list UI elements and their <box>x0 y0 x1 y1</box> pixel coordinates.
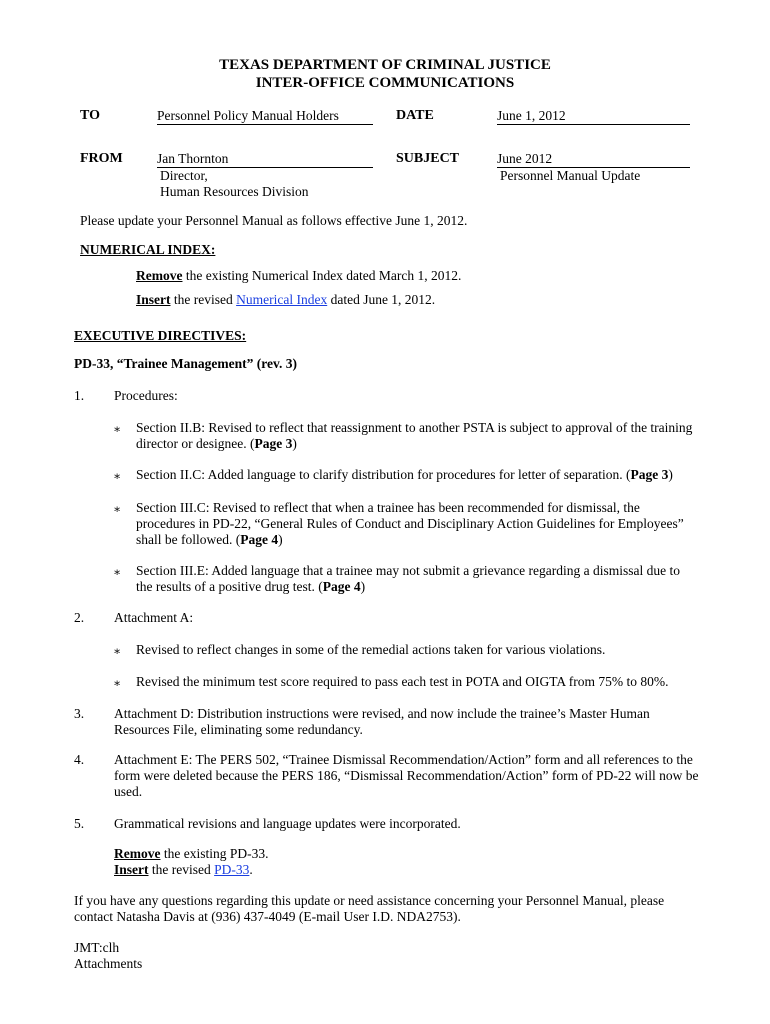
to-label: TO <box>80 108 100 123</box>
executive-directives-heading: EXECUTIVE DIRECTIVES: <box>74 328 247 343</box>
insert-keyword: Insert <box>114 862 149 877</box>
bullet-text: the results of a positive drug test. (Page 4) <box>136 579 366 594</box>
bullet-icon: ∗ <box>113 469 122 483</box>
subject-line-2: Personnel Manual Update <box>500 168 641 183</box>
numerical-index-remove <box>136 268 461 284</box>
insert-post-text: dated June 1, 2012. <box>327 292 436 307</box>
date-label: DATE <box>396 108 434 123</box>
subject-label: SUBJECT <box>396 151 460 166</box>
bullet-text: Revised the minimum test score required to pass each test in POTA and OIGTA from 75% to 80%. <box>136 674 669 689</box>
item-number: 5. <box>74 816 85 831</box>
bullet-text: procedures in PD-22, “General Rules of Conduct and Disciplinary Action Guidelines for Employees” <box>136 516 684 531</box>
pd33-insert: Insert the revised PD-33. <box>114 862 253 877</box>
insert-keyword: Insert <box>136 292 171 307</box>
item-text: used. <box>114 784 143 799</box>
item-text: form were deleted because the PERS 186, “Dismissal Recommendation/Action” form of PD-22 will now be <box>114 768 699 783</box>
bullet-icon: ∗ <box>113 565 122 579</box>
from-name: Jan Thornton <box>157 151 229 166</box>
item-text: Attachment A: <box>114 610 194 625</box>
numerical-index-insert <box>136 292 435 308</box>
bullet-icon: ∗ <box>113 502 122 516</box>
page-reference: Page 4 <box>240 532 279 547</box>
document-type-title: INTER-OFFICE COMMUNICATIONS <box>255 75 515 91</box>
item-number: 3. <box>74 706 85 721</box>
initials: JMT:clh <box>74 940 120 955</box>
page-reference: Page 4 <box>322 579 361 594</box>
numerical-index-heading: NUMERICAL INDEX: <box>80 242 216 257</box>
bullet-text: director or designee. (Page 3) <box>136 436 297 451</box>
pd33-remove: Remove the existing PD-33. <box>114 846 269 861</box>
bullet-text: Revised to reflect changes in some of the remedial actions taken for various violations. <box>136 642 606 657</box>
item-text: Grammatical revisions and language updates were incorporated. <box>114 816 461 831</box>
bullet-text: Section III.E: Added language that a trainee may not submit a grievance regarding a dismissal due to <box>136 563 680 578</box>
item-text: Procedures: <box>114 388 178 403</box>
date-value: June 1, 2012 <box>497 108 566 123</box>
item-number: 1. <box>74 388 85 403</box>
item-number: 4. <box>74 752 85 767</box>
from-label: FROM <box>80 151 123 166</box>
intro-paragraph: Please update your Personnel Manual as follows effective June 1, 2012. <box>80 213 468 228</box>
remove-keyword: Remove <box>114 846 161 861</box>
bullet-text: Section II.C: Added language to clarify distribution for procedures for letter of separation. (Page 3) <box>136 467 673 482</box>
bullet-icon: ∗ <box>113 676 122 690</box>
date-field <box>497 108 690 125</box>
pd33-link[interactable]: PD-33 <box>214 862 250 877</box>
subject-field <box>497 151 690 168</box>
bullet-icon: ∗ <box>113 644 122 658</box>
to-value: Personnel Policy Manual Holders <box>157 108 339 123</box>
pd33-title: PD-33, “Trainee Management” (rev. 3) <box>74 356 297 371</box>
agency-title: TEXAS DEPARTMENT OF CRIMINAL JUSTICE <box>219 57 551 73</box>
closing-paragraph: contact Natasha Davis at (936) 437-4049 (E-mail User I.D. NDA2753). <box>74 909 461 924</box>
subject-line-1: June 2012 <box>497 151 553 166</box>
from-title: Director, <box>160 168 208 183</box>
insert-pre-text: the revised <box>170 292 237 307</box>
bullet-text: Section III.C: Revised to reflect that when a trainee has been recommended for dismissal, the <box>136 500 640 515</box>
from-division: Human Resources Division <box>160 184 309 199</box>
attachments-note: Attachments <box>74 956 143 971</box>
from-field <box>157 151 373 168</box>
item-text: Resources File, eliminating some redundancy. <box>114 722 363 737</box>
item-number: 2. <box>74 610 85 625</box>
page-reference: Page 3 <box>254 436 293 451</box>
remove-keyword: Remove <box>136 268 183 283</box>
page-reference: Page 3 <box>630 467 669 482</box>
item-text: Attachment E: The PERS 502, “Trainee Dismissal Recommendation/Action” form and all references to the <box>114 752 693 767</box>
bullet-text: shall be followed. (Page 4) <box>136 532 283 547</box>
item-text: Attachment D: Distribution instructions were revised, and now include the trainee’s Master Human <box>114 706 650 721</box>
bullet-text: Section II.B: Revised to reflect that reassignment to another PSTA is subject to approval of the training <box>136 420 693 435</box>
bullet-icon: ∗ <box>113 422 122 436</box>
remove-text: the existing Numerical Index dated March 1, 2012. <box>182 268 462 283</box>
closing-paragraph: If you have any questions regarding this update or need assistance concerning your Personnel Manual, please <box>74 893 665 908</box>
numerical-index-link[interactable]: Numerical Index <box>236 292 328 307</box>
to-field <box>157 108 373 125</box>
